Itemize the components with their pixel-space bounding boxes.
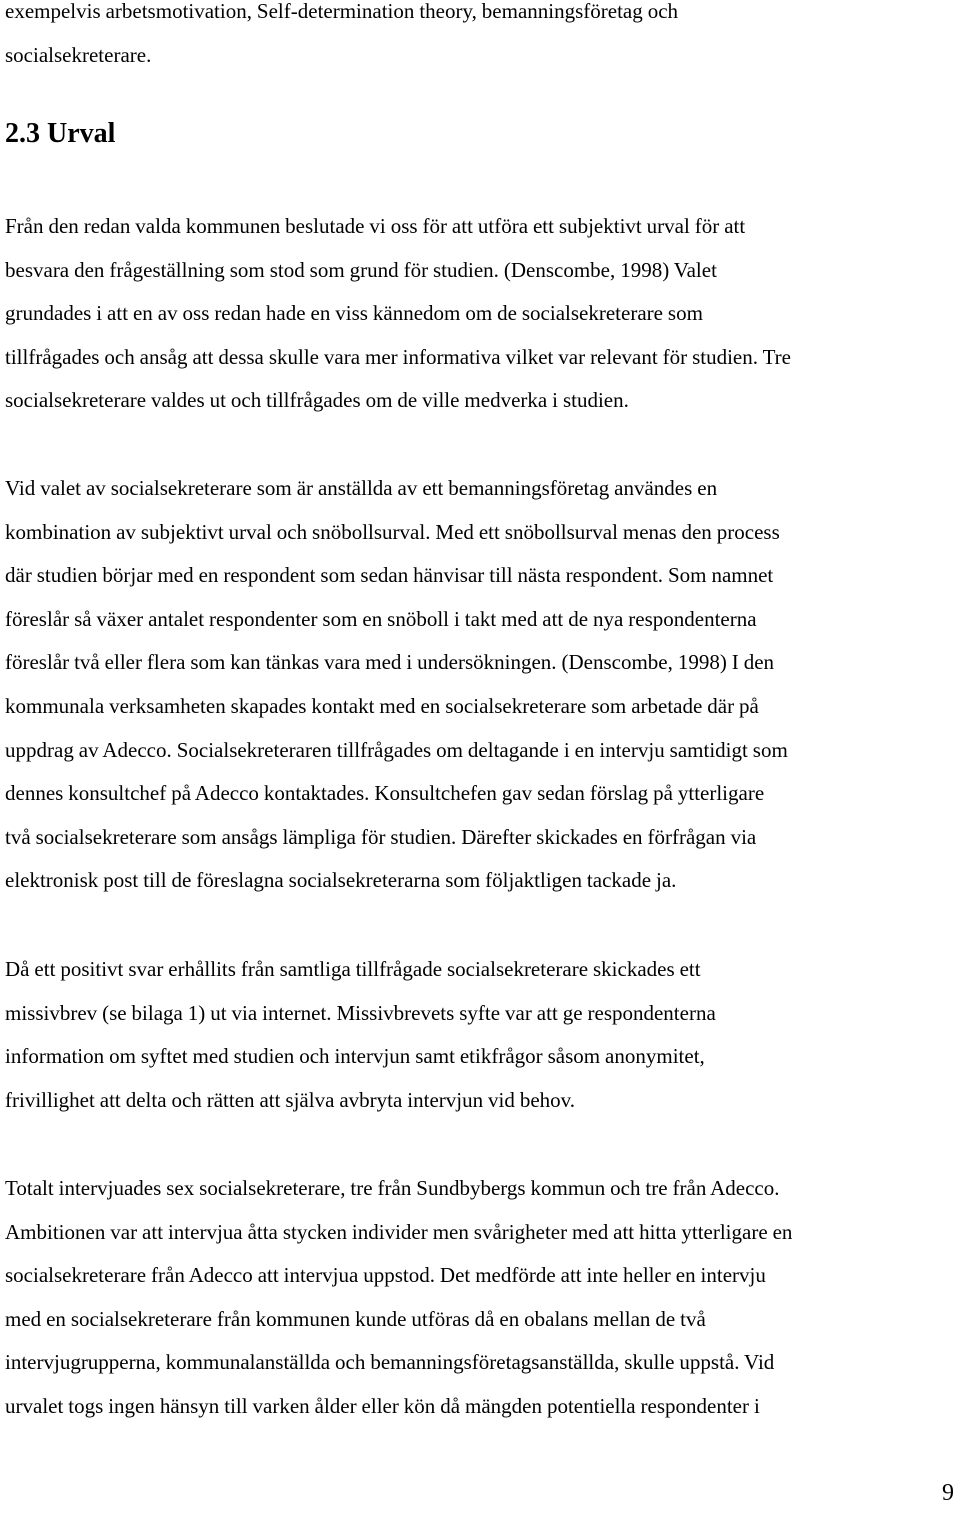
paragraph-1-line-1: Från den redan valda kommunen beslutade vi oss för att utföra ett subjektivt urval för att <box>5 214 746 238</box>
intro-line-1: exempelvis arbetsmotivation, Self-determination theory, bemanningsföretag och <box>5 0 679 23</box>
paragraph-3-line-3: information om syftet med studien och intervjun samt etikfrågor såsom anonymitet, <box>5 1044 705 1069</box>
paragraph-3-line-4: frivillighet att delta och rätten att själva avbryta intervjun vid behov. <box>5 1087 576 1112</box>
section-heading: 2.3 Urval <box>5 118 116 149</box>
paragraph-1-line-3: grundades i att en av oss redan hade en viss kännedom om de socialsekreterare som <box>5 301 703 326</box>
paragraph-4-line-5: intervjugrupperna, kommunalanställda och bemanningsföretagsanställda, skulle uppstå. Vid <box>5 1350 775 1375</box>
paragraph-2-line-9: två socialsekreterare som ansågs lämpliga för studien. Därefter skickades en förfrågan via <box>5 824 757 849</box>
paragraph-2-line-7: uppdrag av Adecco. Socialsekreteraren tillfrågades om deltagande i en intervju samtidigt som <box>5 737 788 762</box>
paragraph-2 <box>5 467 955 903</box>
paragraph-1 <box>5 205 955 423</box>
paragraph-1-line-5: socialsekreterare valdes ut och tillfrågades om de ville medverka i studien. <box>5 388 629 413</box>
intro-line-2: socialsekreterare. <box>5 42 152 67</box>
intro-text <box>5 0 955 77</box>
paragraph-2-line-4: föreslår så växer antalet respondenter som en snöboll i takt med att de nya respondenterna <box>5 606 757 631</box>
paragraph-2-line-10: elektronisk post till de föreslagna socialsekreterarna som följaktligen tackade ja. <box>5 868 677 893</box>
paragraph-2-line-2: kombination av subjektivt urval och snöbollsurval. Med ett snöbollsurval menas den process <box>5 519 780 544</box>
paragraph-2-line-6: kommunala verksamheten skapades kontakt med en socialsekreterare som arbetade där på <box>5 693 759 718</box>
paragraph-3-line-1: Då ett positivt svar erhållits från samtliga tillfrågade socialsekreterare skickades ett <box>5 957 701 981</box>
page-number: 9 <box>942 1480 954 1506</box>
paragraph-4-line-4: med en socialsekreterare från kommunen kunde utföras då en obalans mellan de två <box>5 1306 706 1331</box>
paragraph-2-line-3: där studien börjar med en respondent som sedan hänvisar till nästa respondent. Som namnet <box>5 563 774 588</box>
paragraph-4-line-2: Ambitionen var att intervjua åtta stycken individer men svårigheter med att hitta ytterligare en <box>5 1219 793 1244</box>
paragraph-2-line-8: dennes konsultchef på Adecco kontaktades. Konsultchefen gav sedan förslag på ytterligare <box>5 781 765 806</box>
paragraph-4 <box>5 1167 955 1429</box>
paragraph-4-line-3: socialsekreterare från Adecco att intervjua uppstod. Det medförde att inte heller en intervju <box>5 1263 766 1288</box>
paragraph-2-line-5: föreslår två eller flera som kan tänkas vara med i undersökningen. (Denscombe, 1998) I den <box>5 650 775 675</box>
paragraph-4-line-6: urvalet togs ingen hänsyn till varken ålder eller kön då mängden potentiella respondenter i <box>5 1393 760 1418</box>
paragraph-3 <box>5 948 955 1122</box>
paragraph-4-line-1: Totalt intervjuades sex socialsekreterare, tre från Sundbybergs kommun och tre från Adecco. <box>5 1176 780 1200</box>
paragraph-1-line-4: tillfrågades och ansåg att dessa skulle vara mer informativa vilket var relevant för studien. Tre <box>5 344 791 369</box>
paragraph-1-line-2: besvara den frågeställning som stod som grund för studien. (Denscombe, 1998) Valet <box>5 257 717 282</box>
paragraph-2-line-1: Vid valet av socialsekreterare som är anställda av ett bemanningsföretag användes en <box>5 476 718 500</box>
paragraph-3-line-2: missivbrev (se bilaga 1) ut via internet. Missivbrevets syfte var att ge respondenterna <box>5 1000 716 1025</box>
